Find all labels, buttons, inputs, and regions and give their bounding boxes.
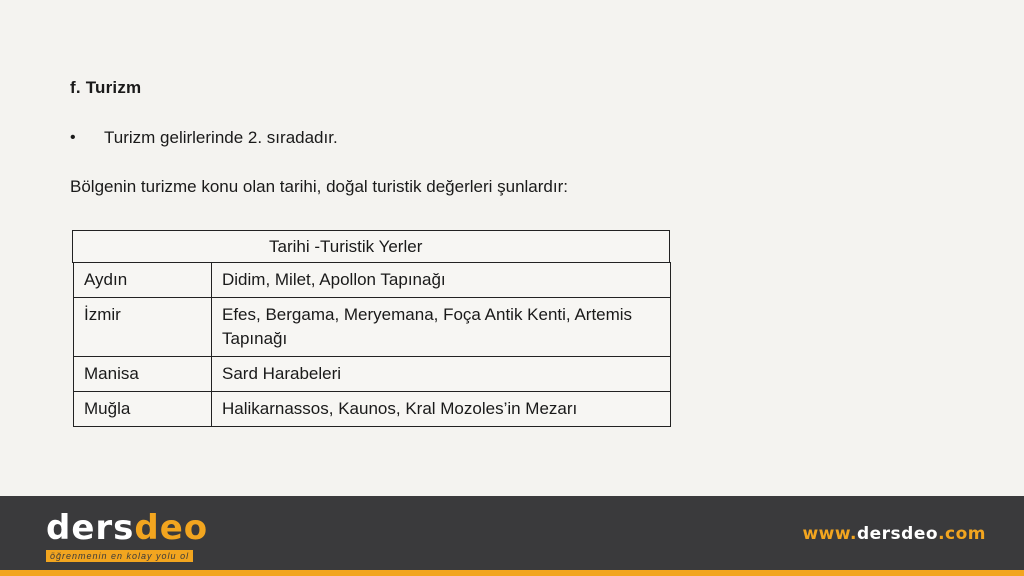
city-cell: Aydın — [74, 263, 212, 298]
bullet-text: Turizm gelirlerinde 2. sıradadır. — [104, 128, 338, 147]
section-title: f. Turizm — [70, 78, 142, 97]
logo-main: ders — [46, 508, 135, 548]
table-header-label: Tarihi -Turistik Yerler — [269, 236, 423, 256]
places-cell: Didim, Milet, Apollon Tapınağı — [212, 263, 671, 298]
site-prefix: www. — [802, 524, 857, 544]
places-table — [73, 262, 671, 427]
table-row — [74, 392, 671, 427]
logo-slogan: öğrenmenin en kolay yolu ol — [46, 550, 193, 562]
intro-text: Bölgenin turizme konu olan tarihi, doğal turistik değerleri şunlardır: — [70, 177, 568, 196]
table-header — [72, 230, 670, 263]
footer-accent-stripe — [0, 570, 1024, 576]
places-cell: Efes, Bergama, Meryemana, Foça Antik Kenti, Artemis Tapınağı — [212, 298, 671, 357]
logo-wordmark — [46, 510, 208, 546]
table-row — [74, 298, 671, 357]
bullet-icon: • — [70, 129, 76, 146]
city-cell: İzmir — [74, 298, 212, 357]
website-link[interactable] — [802, 524, 986, 544]
table-row — [74, 357, 671, 392]
places-cell: Halikarnassos, Kaunos, Kral Mozoles’in Mezarı — [212, 392, 671, 427]
city-cell: Muğla — [74, 392, 212, 427]
site-suffix: .com — [938, 524, 986, 544]
footer-bar — [0, 496, 1024, 576]
places-cell: Sard Harabeleri — [212, 357, 671, 392]
site-name: dersdeo — [856, 524, 939, 544]
city-cell: Manisa — [74, 357, 212, 392]
bullet-item — [70, 128, 338, 148]
dersdeo-logo — [46, 510, 208, 564]
logo-accent: deo — [134, 508, 209, 548]
table-row — [74, 263, 671, 298]
